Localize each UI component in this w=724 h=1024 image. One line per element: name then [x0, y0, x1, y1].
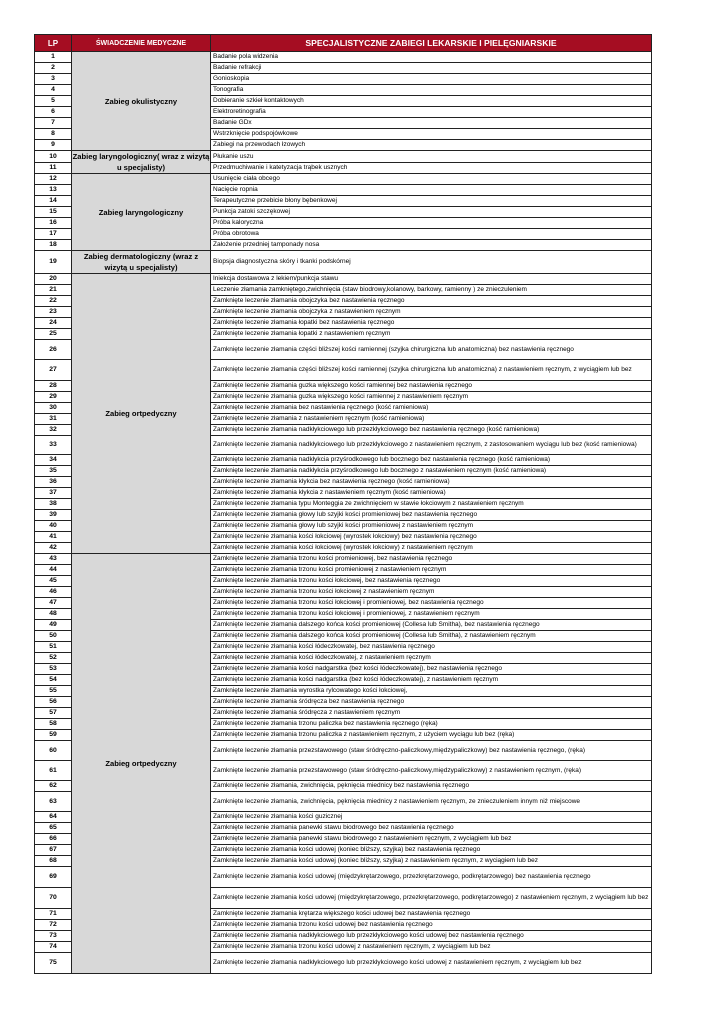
procedure-name: Biopsja diagnostyczna skóry i tkanki podskórnej — [211, 251, 652, 274]
procedure-name: Zamknięte leczenie złamania kości nadgarstka (bez kości łódeczkowatej), z nastawieniem ręcznym — [211, 675, 652, 686]
row-number: 42 — [35, 543, 72, 554]
procedure-name: Zamknięte leczenie złamania dalszego końca kości promieniowej (Collesa lub Smitha), z nastawieniem ręcznym — [211, 631, 652, 642]
procedure-name: Zamknięte leczenie złamania guzka większego kości ramiennej z nastawieniem ręcznym — [211, 392, 652, 403]
table-row — [35, 274, 652, 285]
procedure-name: Zamknięte leczenie złamania wyrostka rylcowatego kości łokciowej, — [211, 686, 652, 697]
procedure-name: Nacięcie ropnia — [211, 185, 652, 196]
table-row — [35, 251, 652, 274]
procedure-name: Zamknięte leczenie złamania, zwichnięcia, pęknięcia miednicy z nastawieniem ręcznym, ze znieczuleniem innym niż miejscowe — [211, 792, 652, 812]
procedure-name: Przedmuchiwanie i katetyzacja trąbek usznych — [211, 162, 652, 174]
procedure-name: Gonioskopia — [211, 74, 652, 85]
procedure-name: Zamknięte leczenie złamania panewki stawu biodrowego z nastawieniem ręcznym, z wyciągiem lub bez — [211, 834, 652, 845]
row-number: 35 — [35, 466, 72, 477]
procedure-name: Zamknięte leczenie złamania kłykcia bez nastawienia ręcznego (kość ramieniowa) — [211, 477, 652, 488]
row-number: 26 — [35, 340, 72, 360]
row-number: 38 — [35, 499, 72, 510]
procedure-name: Zabiegi na przewodach łzowych — [211, 140, 652, 151]
table-row — [35, 174, 652, 185]
row-number: 14 — [35, 196, 72, 207]
row-number: 65 — [35, 823, 72, 834]
procedure-name: Próba obrotowa — [211, 229, 652, 240]
row-number: 22 — [35, 296, 72, 307]
row-number: 1 — [35, 52, 72, 63]
row-number: 19 — [35, 251, 72, 274]
row-number: 58 — [35, 719, 72, 730]
row-number: 18 — [35, 240, 72, 251]
procedure-name: Zamknięte leczenie złamania typu Monteggia ze zwichnięciem w stawie łokciowym z nastawieniem ręcznym — [211, 499, 652, 510]
row-number: 15 — [35, 207, 72, 218]
row-number: 30 — [35, 403, 72, 414]
row-number: 74 — [35, 942, 72, 953]
procedure-name: Zamknięte leczenie złamania nadkłykciowego lub przezkłykciowego z nastawieniem ręcznym, z zastosowaniem wyciągu lub bez (kość ramieniowa) — [211, 436, 652, 455]
service-group: Zabieg ortpedyczny — [72, 554, 211, 974]
row-number: 31 — [35, 414, 72, 425]
service-group: Zabieg laryngologiczny( wraz z wizytą u specjalisty) — [72, 152, 210, 172]
row-number: 47 — [35, 598, 72, 609]
row-number: 70 — [35, 888, 72, 909]
procedure-name: Zamknięte leczenie złamania z nastawieniem ręcznym (kość ramieniowa) — [211, 414, 652, 425]
row-number: 11 — [35, 162, 72, 174]
procedure-name: Zamknięte leczenie złamania guzka większego kości ramiennej bez nastawienia ręcznego — [211, 381, 652, 392]
table-row — [35, 554, 652, 565]
procedure-name: Zamknięte leczenie złamania kości nadgarstka (bez kości łódeczkowatej), bez nastawienia ręcznego — [211, 664, 652, 675]
row-number: 9 — [35, 140, 72, 151]
table-row — [35, 52, 652, 63]
procedure-name: Zamknięte leczenie złamania trzonu kości promieniowej z nastawieniem ręcznym — [211, 565, 652, 576]
procedure-name: Zamknięte leczenie złamania kości udowej (koniec bliższy, szyjka) bez nastawienia ręcznego — [211, 845, 652, 856]
row-number: 73 — [35, 931, 72, 942]
row-number: 39 — [35, 510, 72, 521]
row-number: 51 — [35, 642, 72, 653]
procedure-name: Badanie GDx — [211, 118, 652, 129]
row-number: 21 — [35, 285, 72, 296]
row-number: 37 — [35, 488, 72, 499]
row-number: 41 — [35, 532, 72, 543]
row-number: 59 — [35, 730, 72, 741]
procedure-name: Zamknięte leczenie złamania kości udowej (koniec bliższy, szyjka) z nastawieniem ręcznym, z wyciągiem lub bez — [211, 856, 652, 867]
row-number: 8 — [35, 129, 72, 140]
service-group: Zabieg dermatologiczny (wraz z wizytą u specjalisty) — [72, 251, 211, 274]
header-service: ŚWIADCZENIE MEDYCZNE — [72, 35, 211, 52]
row-number: 54 — [35, 675, 72, 686]
procedure-name: Zamknięte leczenie złamania trzonu kości udowej bez nastawienia ręcznego — [211, 920, 652, 931]
procedure-name: Zamknięte leczenie złamania trzonu kości łokciowej i promieniowej, z nastawieniem ręcznym — [211, 609, 652, 620]
row-number: 72 — [35, 920, 72, 931]
row-number: 17 — [35, 229, 72, 240]
row-number: 69 — [35, 867, 72, 888]
row-number: 50 — [35, 631, 72, 642]
row-number: 27 — [35, 360, 72, 381]
procedure-name: Zamknięte leczenie złamania nadkłykciowego lub przezkłykciowego kości udowej z nastawieniem ręcznym, z wyciągiem lub bez — [211, 953, 652, 974]
table-body — [35, 52, 652, 974]
procedure-name: Zamknięte leczenie złamania obojczyka bez nastawienia ręcznego — [211, 296, 652, 307]
procedure-name: Zamknięte leczenie złamania panewki stawu biodrowego bez nastawienia ręcznego — [211, 823, 652, 834]
row-number: 40 — [35, 521, 72, 532]
row-number: 48 — [35, 609, 72, 620]
row-number: 2 — [35, 63, 72, 74]
procedure-name: Zamknięte leczenie złamania nadkłykcia przyśrodkowego lub bocznego z nastawieniem ręcznym (kość ramieniowa) — [211, 466, 652, 477]
procedures-table — [34, 34, 652, 974]
procedure-name: Zamknięte leczenie złamania kłykcia z nastawieniem ręcznym (kość ramieniowa) — [211, 488, 652, 499]
procedure-name: Usunięcie ciała obcego — [211, 174, 652, 185]
procedure-name: Zamknięte leczenie złamania bez nastawienia ręcznego (kość ramieniowa) — [211, 403, 652, 414]
procedure-name: Iniekcja dostawowa z lekiem/punkcja stawu — [211, 274, 652, 285]
row-number: 57 — [35, 708, 72, 719]
procedure-name: Dobieranie szkieł kontaktowych — [211, 96, 652, 107]
row-number: 32 — [35, 425, 72, 436]
procedure-name: Zamknięte leczenie złamania trzonu kości promieniowej, bez nastawienia ręcznego — [211, 554, 652, 565]
row-number: 61 — [35, 761, 72, 781]
row-number: 33 — [35, 436, 72, 455]
procedure-name: Zamknięte leczenie złamania kości udowej (międzykrętarzowego, przezkrętarzowego, podkrętarzowego) z nastawieniem ręcznym, z wyciągiem lub bez — [211, 888, 652, 909]
procedure-name: Badanie pola widzenia — [211, 52, 652, 63]
row-number: 63 — [35, 792, 72, 812]
row-number: 28 — [35, 381, 72, 392]
row-number: 55 — [35, 686, 72, 697]
row-number: 29 — [35, 392, 72, 403]
procedure-name: Zamknięte leczenie złamania głowy lub szyjki kości promieniowej z nastawieniem ręcznym — [211, 521, 652, 532]
row-number: 16 — [35, 218, 72, 229]
procedure-name: Zamknięte leczenie złamania trzonu paliczka z nastawieniem ręcznym, z użyciem wyciągu lub bez (ręka) — [211, 730, 652, 741]
procedure-name: Zamknięte leczenie złamania kości łokciowej (wyrostek łokciowy) bez nastawienia ręcznego — [211, 532, 652, 543]
row-number: 44 — [35, 565, 72, 576]
procedure-name: Zamknięte leczenie złamania kości łokciowej (wyrostek łokciowy) z nastawieniem ręcznym — [211, 543, 652, 554]
procedure-name: Wstrzknięcie podspojówkowe — [211, 129, 652, 140]
procedure-name: Zamknięte leczenie złamania śródręcza z nastawieniem ręcznym — [211, 708, 652, 719]
procedure-name: Zamknięte leczenie złamania części bliższej kości ramiennej (szyjka chirurgiczna lub anatomiczna) z nastawieniem ręcznym, z wyciągiem lub bez — [211, 360, 652, 381]
row-number: 60 — [35, 741, 72, 761]
row-number: 34 — [35, 455, 72, 466]
row-number: 53 — [35, 664, 72, 675]
procedure-name: Elektroretinografia — [211, 107, 652, 118]
procedure-name: Zamknięte leczenie złamania części bliższej kości ramiennej (szyjka chirurgiczna lub anatomiczna) bez nastawienia ręcznego — [211, 340, 652, 360]
procedure-name: Terapeutyczne przebicie błony bębenkowej — [211, 196, 652, 207]
row-number: 13 — [35, 185, 72, 196]
row-number: 56 — [35, 697, 72, 708]
row-number: 25 — [35, 329, 72, 340]
procedure-name: Zamknięte leczenie złamania krętarza większego kości udowej bez nastawienia ręcznego — [211, 909, 652, 920]
row-number: 20 — [35, 274, 72, 285]
row-number: 75 — [35, 953, 72, 974]
row-number: 67 — [35, 845, 72, 856]
procedure-name: Zamknięte leczenie złamania nadkłykciowego lub przezkłykciowego bez nastawienia ręcznego (kość ramieniowa) — [211, 425, 652, 436]
row-number: 45 — [35, 576, 72, 587]
procedure-name: Zamknięte leczenie złamania śródręcza bez nastawienia ręcznego — [211, 697, 652, 708]
row-number: 71 — [35, 909, 72, 920]
procedure-name: Zamknięte leczenie złamania trzonu kości łokciowej z nastawieniem ręcznym — [211, 587, 652, 598]
row-number: 7 — [35, 118, 72, 129]
procedure-name: Zamknięte leczenie złamania kości udowej (międzykrętarzowego, przezkrętarzowego, podkrętarzowego) bez nastawienia ręcznego — [211, 867, 652, 888]
procedure-name: Zamknięte leczenie złamania dalszego końca kości promieniowej (Collesa lub Smitha), bez nastawienia ręcznego — [211, 620, 652, 631]
header-lp: LP — [35, 35, 72, 52]
procedure-name: Punkcja zatoki szczękowej — [211, 207, 652, 218]
row-number: 4 — [35, 85, 72, 96]
row-number: 6 — [35, 107, 72, 118]
row-number: 12 — [35, 174, 72, 185]
procedure-name: Zamknięte leczenie złamania trzonu paliczka bez nastawienia ręcznego (ręka) — [211, 719, 652, 730]
procedure-name: Zamknięte leczenie złamania kości łódeczkowatej, z nastawieniem ręcznym — [211, 653, 652, 664]
row-number: 49 — [35, 620, 72, 631]
procedure-name: Zamknięte leczenie złamania trzonu kości udowej z nastawieniem ręcznym, z wyciągiem lub bez — [211, 942, 652, 953]
procedure-name: Zamknięte leczenie złamania głowy lub szyjki kości promieniowej bez nastawienia ręcznego — [211, 510, 652, 521]
procedure-name: Zamknięte leczenie złamania przezstawowego (staw śródręczno-paliczkowy,międzypaliczkowy) z nastawieniem ręcznym, (ręka) — [211, 761, 652, 781]
procedure-name: Założenie przedniej tamponady nosa — [211, 240, 652, 251]
procedure-name: Leczenie złamania zamkniętego,zwichnięcia (staw biodrowy,kolanowy, barkowy, ramienny ) ze znieczuleniem — [211, 285, 652, 296]
header-row — [35, 35, 652, 52]
procedure-name: Zamknięte leczenie złamania nadkłykciowego lub przezkłykciowego kości udowej bez nastawienia ręcznego — [211, 931, 652, 942]
procedure-name: Zamknięte leczenie złamania obojczyka z nastawieniem ręcznym — [211, 307, 652, 318]
row-number: 62 — [35, 781, 72, 792]
procedure-name: Zamknięte leczenie złamania, zwichnięcia, pęknięcia miednicy bez nastawienia ręcznego — [211, 781, 652, 792]
row-number: 66 — [35, 834, 72, 845]
row-number: 10 — [35, 151, 72, 163]
row-number: 64 — [35, 812, 72, 823]
row-number: 36 — [35, 477, 72, 488]
procedure-name: Zamknięte leczenie złamania trzonu kości łokciowej, bez nastawienia ręcznego — [211, 576, 652, 587]
header-specialist: SPECJALISTYCZNE ZABIEGI LEKARSKIE I PIELĘGNIARSKIE — [211, 35, 652, 52]
procedure-name: Płukanie uszu — [211, 151, 652, 163]
row-number: 52 — [35, 653, 72, 664]
procedure-name: Badanie refrakcji — [211, 63, 652, 74]
procedure-name: Zamknięte leczenie złamania kości łódeczkowatej, bez nastawienia ręcznego — [211, 642, 652, 653]
service-group: Zabieg ortpedyczny — [72, 274, 211, 554]
procedure-name: Zamknięte leczenie złamania trzonu kości łokciowej i promieniowej, bez nastawienia ręcznego — [211, 598, 652, 609]
procedure-name: Zamknięte leczenie złamania łopatki bez nastawienia ręcznego — [211, 318, 652, 329]
row-number: 23 — [35, 307, 72, 318]
service-group: Zabieg laryngologiczny — [72, 174, 211, 251]
procedure-name: Próba kaloryczna — [211, 218, 652, 229]
row-number: 68 — [35, 856, 72, 867]
procedures-document — [34, 34, 651, 974]
service-group: Zabieg okulistyczny — [72, 52, 211, 151]
row-number: 24 — [35, 318, 72, 329]
row-number: 3 — [35, 74, 72, 85]
row-number: 5 — [35, 96, 72, 107]
row-number: 43 — [35, 554, 72, 565]
procedure-name: Zamknięte leczenie złamania łopatki z nastawieniem ręcznym — [211, 329, 652, 340]
procedure-name: Tonografia — [211, 85, 652, 96]
row-number: 46 — [35, 587, 72, 598]
procedure-name: Zamknięte leczenie złamania nadkłykcia przyśrodkowego lub bocznego bez nastawienia ręcznego (kość ramieniowa) — [211, 455, 652, 466]
procedure-name: Zamknięte leczenie złamania przezstawowego (staw śródręczno-paliczkowy,międzypaliczkowy) bez nastawienia ręcznego, (ręka) — [211, 741, 652, 761]
procedure-name: Zamknięte leczenie złamania kości guzicznej — [211, 812, 652, 823]
table-row — [35, 151, 652, 163]
